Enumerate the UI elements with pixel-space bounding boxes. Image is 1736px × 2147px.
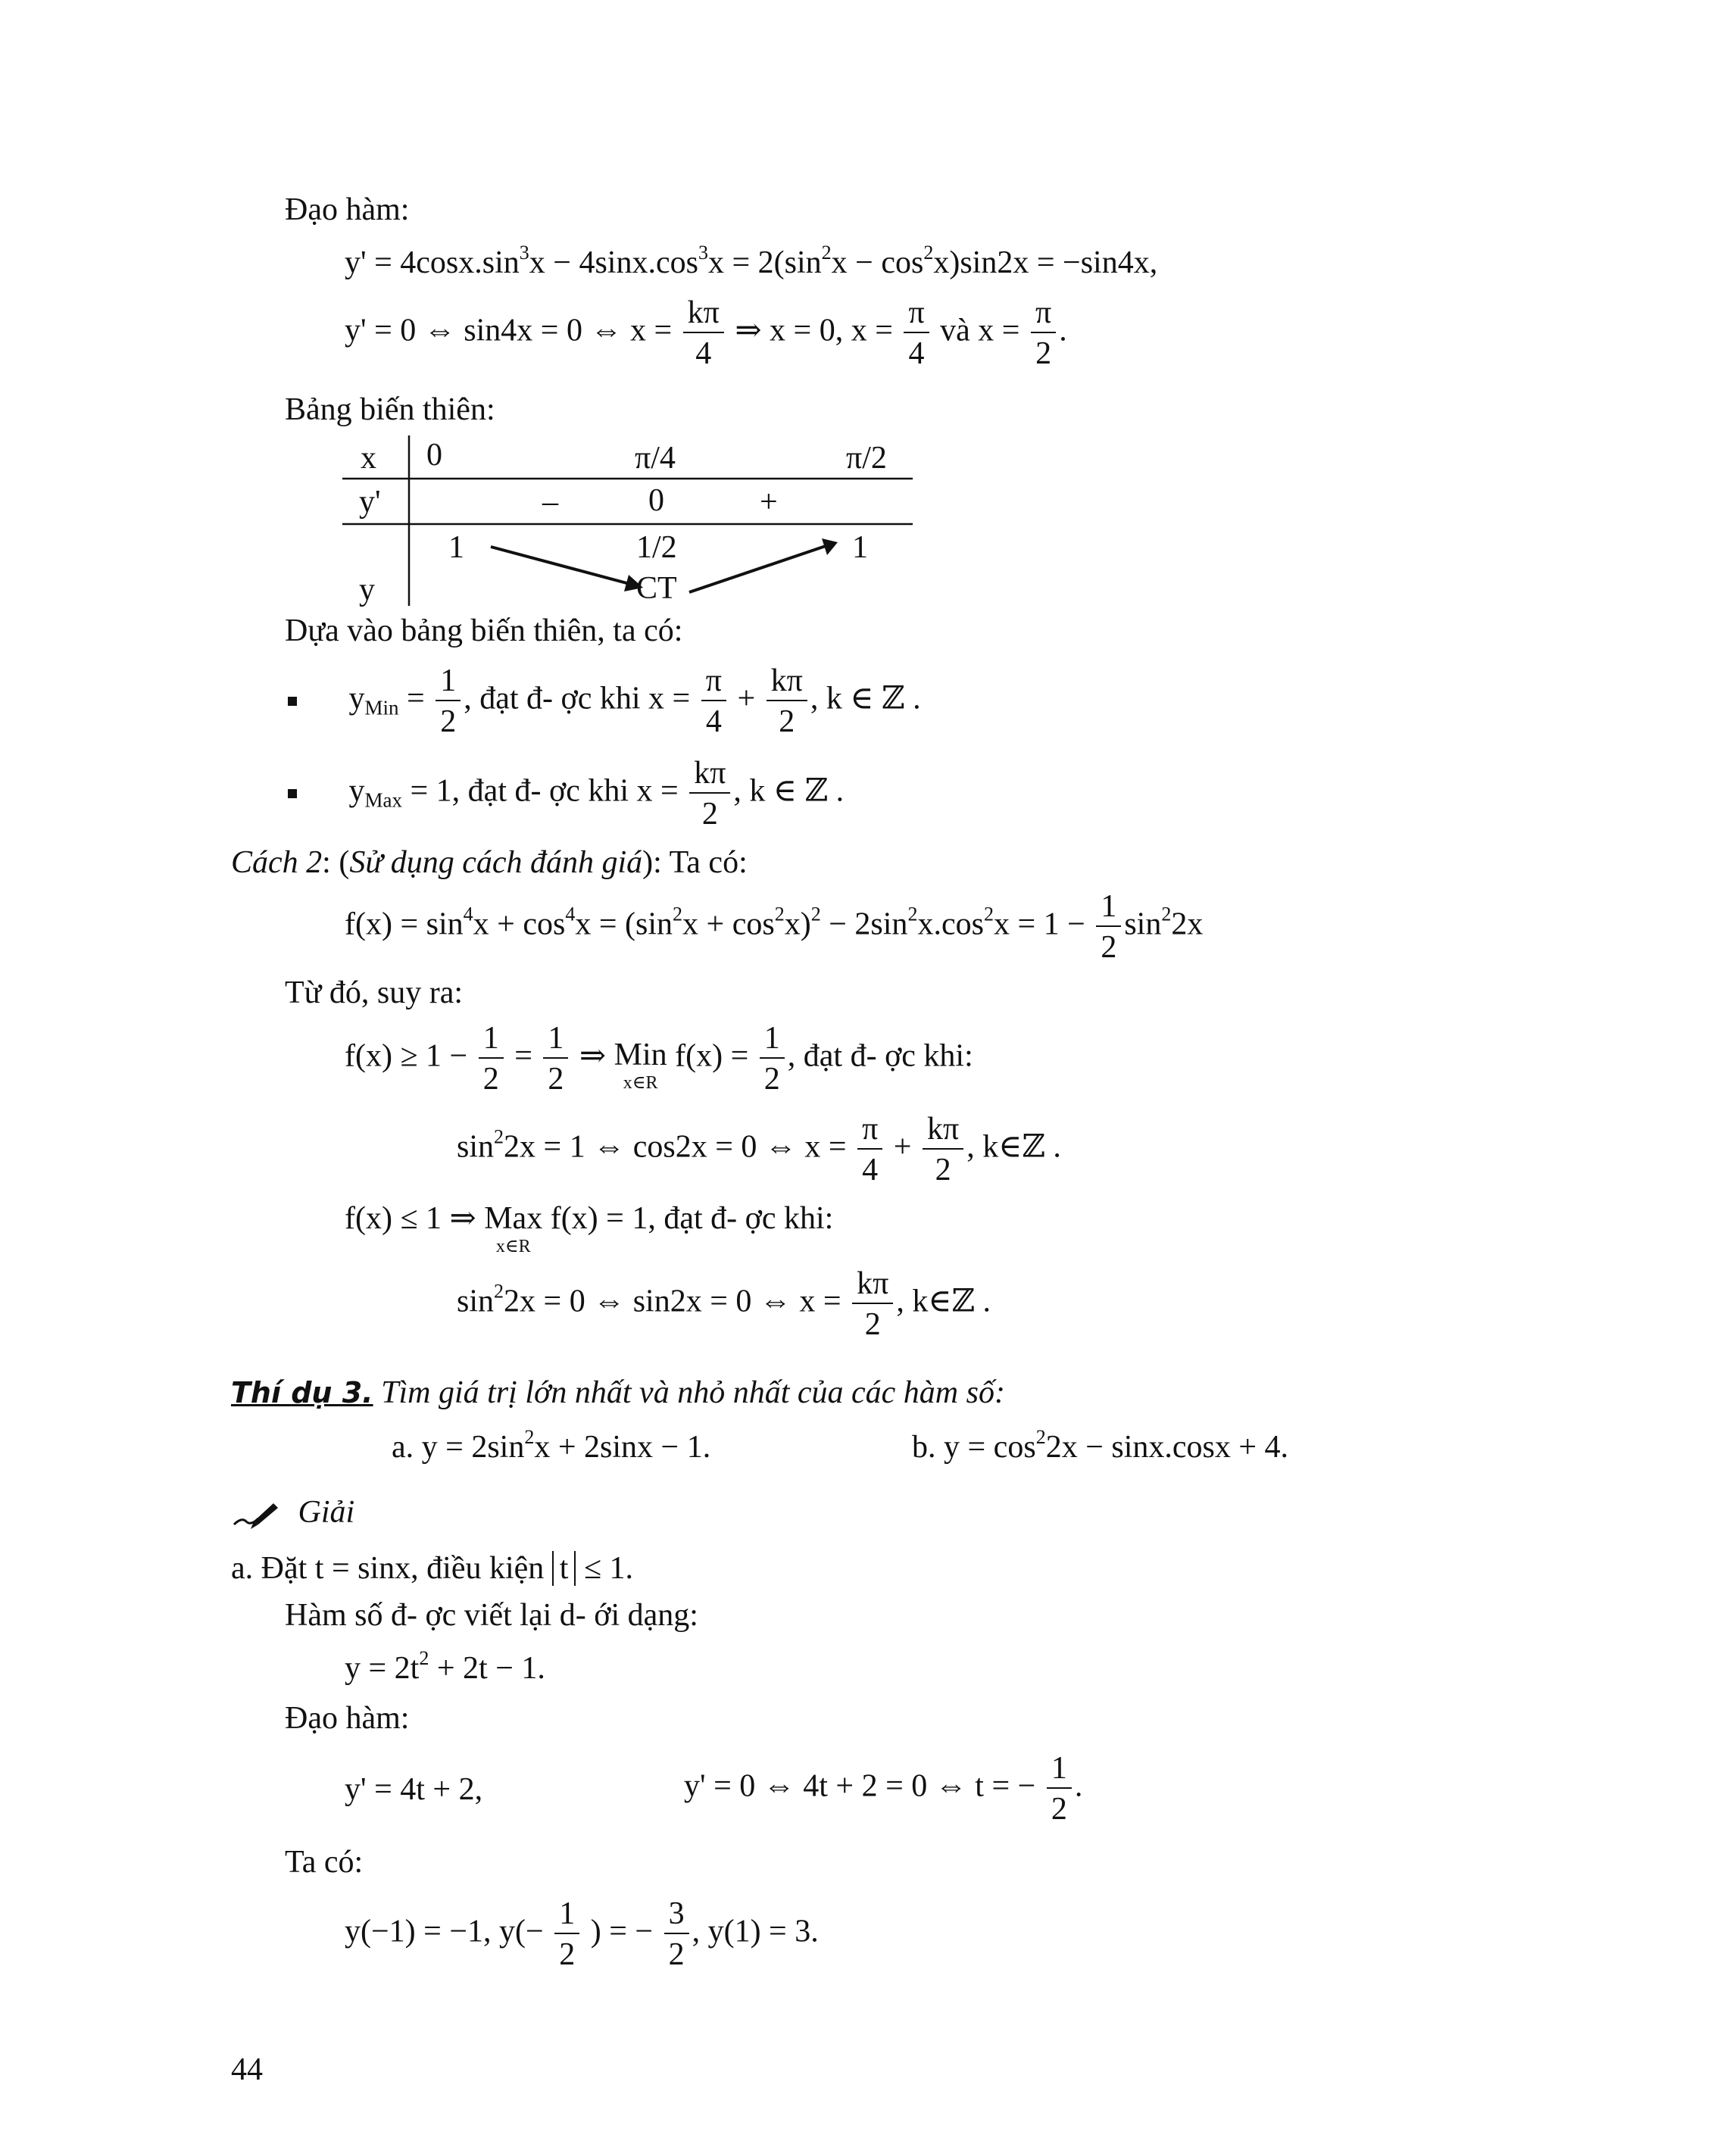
example-3-part-b: b. $y = \cos^22x - \sin x.\cos x + 4$. xyxy=(912,1426,1289,1465)
taco-label: Ta có: xyxy=(285,1845,364,1880)
bullet-min: $y_{Min}$ = $\frac{1}{2}$ , đạt đ- ợc khi x = $\frac{\pi}{4}$ + $\frac{k\pi}{2}$ , k ∈ ℤ . xyxy=(288,665,921,738)
fraction: $\frac{\pi}{2}$ xyxy=(1031,297,1056,370)
table-y-start: 1 xyxy=(448,530,464,565)
fx-identity: $f(x) = \sin^4x + \cos^4x = (\sin^2x + \cos^2x)^2 - 2\sin^2x.\cos^2x = 1$ − $\frac{1}{2}$ $\sin^22x$ xyxy=(345,889,1204,965)
conclusion-label: Dựa vào bảng biến thiên, ta có: xyxy=(285,613,683,648)
table-sign-plus: + xyxy=(760,485,778,520)
derivative-equation: $y' = 4\cos x.\sin^3x - 4\sin x.\cos^3x = 2(\sin^2x - \cos^2x)\sin 2x = -\sin 4x$, xyxy=(345,242,1158,280)
fraction: $\frac{1}{2}$ xyxy=(479,1022,504,1095)
example-3-part-a: a. $y = 2\sin^2x + 2\sin x - 1$. xyxy=(392,1426,711,1465)
bullet-max: $y_{Max} = 1$, đạt đ- ợc khi x = $\frac{k\pi}{2}$ , k ∈ ℤ . xyxy=(288,757,844,830)
fraction: $\frac{1}{2}$ xyxy=(436,665,461,738)
absolute-value: t xyxy=(552,1551,576,1586)
table-x-pi2: π/2 xyxy=(846,441,887,476)
fraction: $\frac{3}{2}$ xyxy=(664,1898,689,1971)
fraction: $\frac{\pi}{4}$ xyxy=(701,665,726,738)
table-x-0: 0 xyxy=(426,438,442,473)
fraction: $\frac{\pi}{4}$ xyxy=(857,1113,882,1186)
function-in-t: $y = 2t^2 + 2t - 1$. xyxy=(345,1647,545,1686)
decrease-arrow xyxy=(491,547,632,585)
fraction: $\frac{k\pi}{2}$ xyxy=(852,1268,893,1340)
table-ct-label: CT xyxy=(636,571,677,606)
fraction: $\frac{1}{2}$ xyxy=(1096,891,1121,963)
max-inequality: f(x) ≤ 1 ⇒ Max x∈R f(x) = 1, đạt đ- ợc khi: xyxy=(345,1201,834,1256)
fraction: $\frac{1}{2}$ xyxy=(554,1898,579,1971)
solution-a-substitution: a. Đặt t = sinx, điều kiện t ≤ 1. xyxy=(231,1551,634,1586)
page-number: 44 xyxy=(231,2052,263,2087)
increase-arrow xyxy=(689,546,826,592)
table-header-x: x xyxy=(361,441,376,476)
function-values: y(−1) = −1, y(− $\frac{1}{2}$ ) = − $\frac{3}{2}$ , y(1) = 3. xyxy=(345,1896,819,1972)
fraction: $\frac{k\pi}{4}$ xyxy=(683,297,724,370)
method-2-heading: Cách 2: (Sử dụng cách đánh giá): Ta có: xyxy=(231,845,748,880)
fraction: $\frac{\pi}{4}$ xyxy=(904,297,929,370)
table-y-end: 1 xyxy=(852,530,868,565)
table-sign-zero: 0 xyxy=(648,483,664,518)
derivative-in-t: y' = 4t + 2, xyxy=(345,1772,483,1807)
min-condition: $\sin^22x = 1$ ⇔ cos2x = 0 ⇔ x = $\frac{\pi}{4}$ + $\frac{k\pi}{2}$ , k∈ℤ . xyxy=(457,1112,1061,1187)
table-x-pi4: π/4 xyxy=(635,441,676,476)
derivative-zero-in-t: y' = 0 ⇔ 4t + 2 = 0 ⇔ t = − $\frac{1}{2}$ . xyxy=(684,1751,1083,1827)
fraction: $\frac{k\pi}{2}$ xyxy=(767,665,807,738)
critical-points-equation: y' = 0 ⇔ sin4x = 0 ⇔ x = $\frac{k\pi}{4}$ ⇒ x = 0, x = $\frac{\pi}{4}$ và x = $\frac{\pi}{2}$ . xyxy=(345,295,1067,371)
fraction: $\frac{k\pi}{2}$ xyxy=(923,1113,963,1186)
fraction: $\frac{1}{2}$ xyxy=(1047,1752,1072,1825)
solution-heading: Giải xyxy=(231,1496,354,1531)
table-y-min: 1/2 xyxy=(636,530,677,565)
pen-writing-icon xyxy=(231,1499,279,1531)
table-sign-minus: – xyxy=(542,485,558,520)
table-header-yprime: y' xyxy=(359,485,381,520)
bullet-icon xyxy=(288,789,297,798)
rewrite-label: Hàm số đ- ợc viết lại d- ới dạng: xyxy=(285,1598,698,1633)
example-3-heading: Thí dụ 3. Tìm giá trị lớn nhất và nhỏ nhất của các hàm số: xyxy=(231,1375,1005,1410)
variation-table-label: Bảng biến thiên: xyxy=(285,392,495,427)
table-header-y: y xyxy=(359,573,375,607)
min-inequality: f(x) ≥ 1 − $\frac{1}{2}$ = $\frac{1}{2}$ ⇒ Min x∈R f(x) = $\frac{1}{2}$ , đạt đ- ợc khi: xyxy=(345,1021,973,1097)
bullet-icon xyxy=(288,697,297,706)
derivative-label: Đạo hàm: xyxy=(285,192,410,227)
hence-label: Từ đó, suy ra: xyxy=(285,975,464,1010)
fraction: $\frac{k\pi}{2}$ xyxy=(689,757,730,830)
fraction: $\frac{1}{2}$ xyxy=(760,1022,785,1095)
fraction: $\frac{1}{2}$ xyxy=(543,1022,568,1095)
max-condition: $\sin^22x = 0$ ⇔ sin2x = 0 ⇔ x = $\frac{k\pi}{2}$ , k∈ℤ . xyxy=(457,1266,991,1342)
derivative-label-2: Đạo hàm: xyxy=(285,1701,410,1736)
